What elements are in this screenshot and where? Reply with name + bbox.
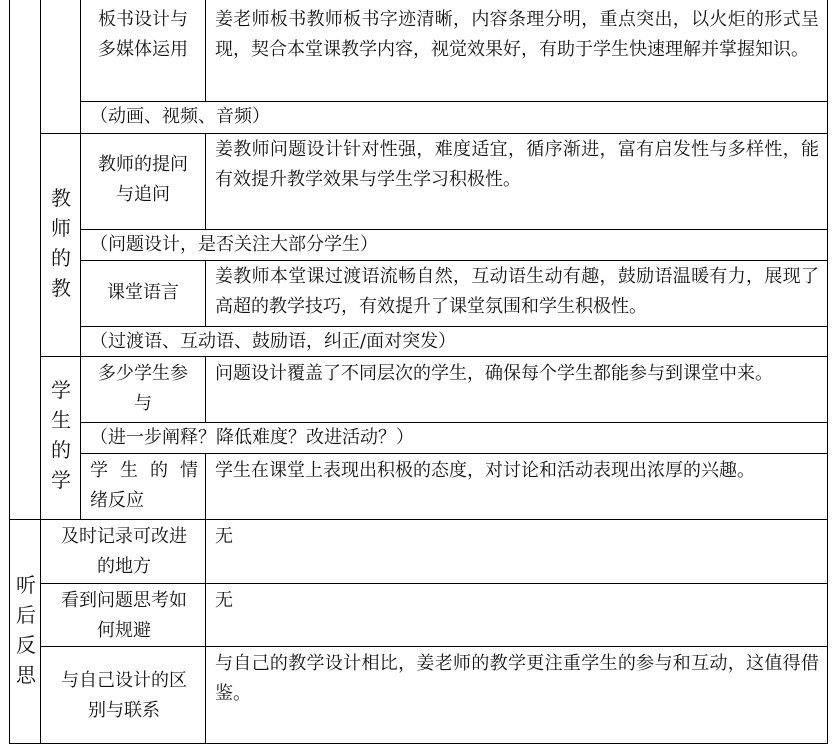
divider-v1 <box>40 0 41 519</box>
divider-v3c <box>205 261 206 326</box>
divider-v3d <box>205 357 206 422</box>
criterion-classroom-language: 课堂语言 <box>107 282 179 303</box>
note-participation: （进一步阐释？降低难度？改进活动？） <box>90 427 414 448</box>
comment-classroom-language: 姜教师本堂课过渡语流畅自然，互动语生动有趣，鼓励语温暖有力，展现了高超的教学技巧，有效提升了课堂氛围和学生积极性。 <box>215 266 819 317</box>
hline-11 <box>40 646 828 647</box>
comment-avoid-problems: 无 <box>215 590 233 611</box>
criterion-participation: 多少学生参与 <box>98 363 188 414</box>
criterion-board-design: 板书设计与多媒体运用 <box>98 9 188 60</box>
hline-10 <box>40 583 828 584</box>
note-classroom-language: （过渡语、互动语、鼓励语，纠正/面对突发） <box>90 331 457 352</box>
table-border-left <box>9 0 10 744</box>
section-label-student: 学生的学 <box>51 378 71 492</box>
section-label-reflection: 听后反思 <box>16 573 36 687</box>
criterion-emotional-response: 学 生 的 情 绪反应 <box>90 460 198 511</box>
divider-v3e <box>205 453 206 519</box>
comment-questioning: 姜教师问题设计针对性强，难度适宜，循序渐进，富有启发性与多样性，能有效提升教学效果与学生学习积极性。 <box>215 139 819 190</box>
criterion-avoid-problems: 看到问题思考如何规避 <box>61 590 187 641</box>
criterion-questioning: 教师的提问与追问 <box>98 154 188 205</box>
note-board-design: （动画、视频、音频） <box>90 106 270 127</box>
criterion-improvements: 及时记录可改进的地方 <box>61 526 187 577</box>
hline-8 <box>80 453 828 454</box>
section-label-teacher: 教师的教 <box>51 186 71 300</box>
comment-improvements: 无 <box>215 526 233 547</box>
comment-emotional-response: 学生在课堂上表现出积极的态度，对讨论和活动表现出浓厚的兴趣。 <box>215 460 755 481</box>
criterion-comparison: 与自己设计的区别与联系 <box>61 670 187 721</box>
divider-v3f <box>205 519 206 744</box>
table-border-bottom <box>9 743 828 744</box>
comment-participation: 问题设计覆盖了不同层次的学生，确保每个学生都能参与到课堂中来。 <box>215 363 773 384</box>
divider-v4 <box>40 519 41 744</box>
divider-v3b <box>205 134 206 229</box>
hline-9 <box>9 519 828 520</box>
hline-2 <box>40 133 828 134</box>
divider-v3a <box>205 0 206 101</box>
table-border-right <box>827 0 828 744</box>
note-questioning: （问题设计，是否关注大部分学生） <box>90 234 378 255</box>
comment-comparison: 与自己的教学设计相比，姜老师的教学更注重学生的参与和互动，这值得借鉴。 <box>215 653 819 704</box>
hline-4 <box>80 260 828 261</box>
comment-board-design: 姜老师板书教师板书字迹清晰，内容条理分明，重点突出，以火炬的形式呈现，契合本堂课教学内容，视觉效果好，有助于学生快速理解并掌握知识。 <box>215 9 819 60</box>
